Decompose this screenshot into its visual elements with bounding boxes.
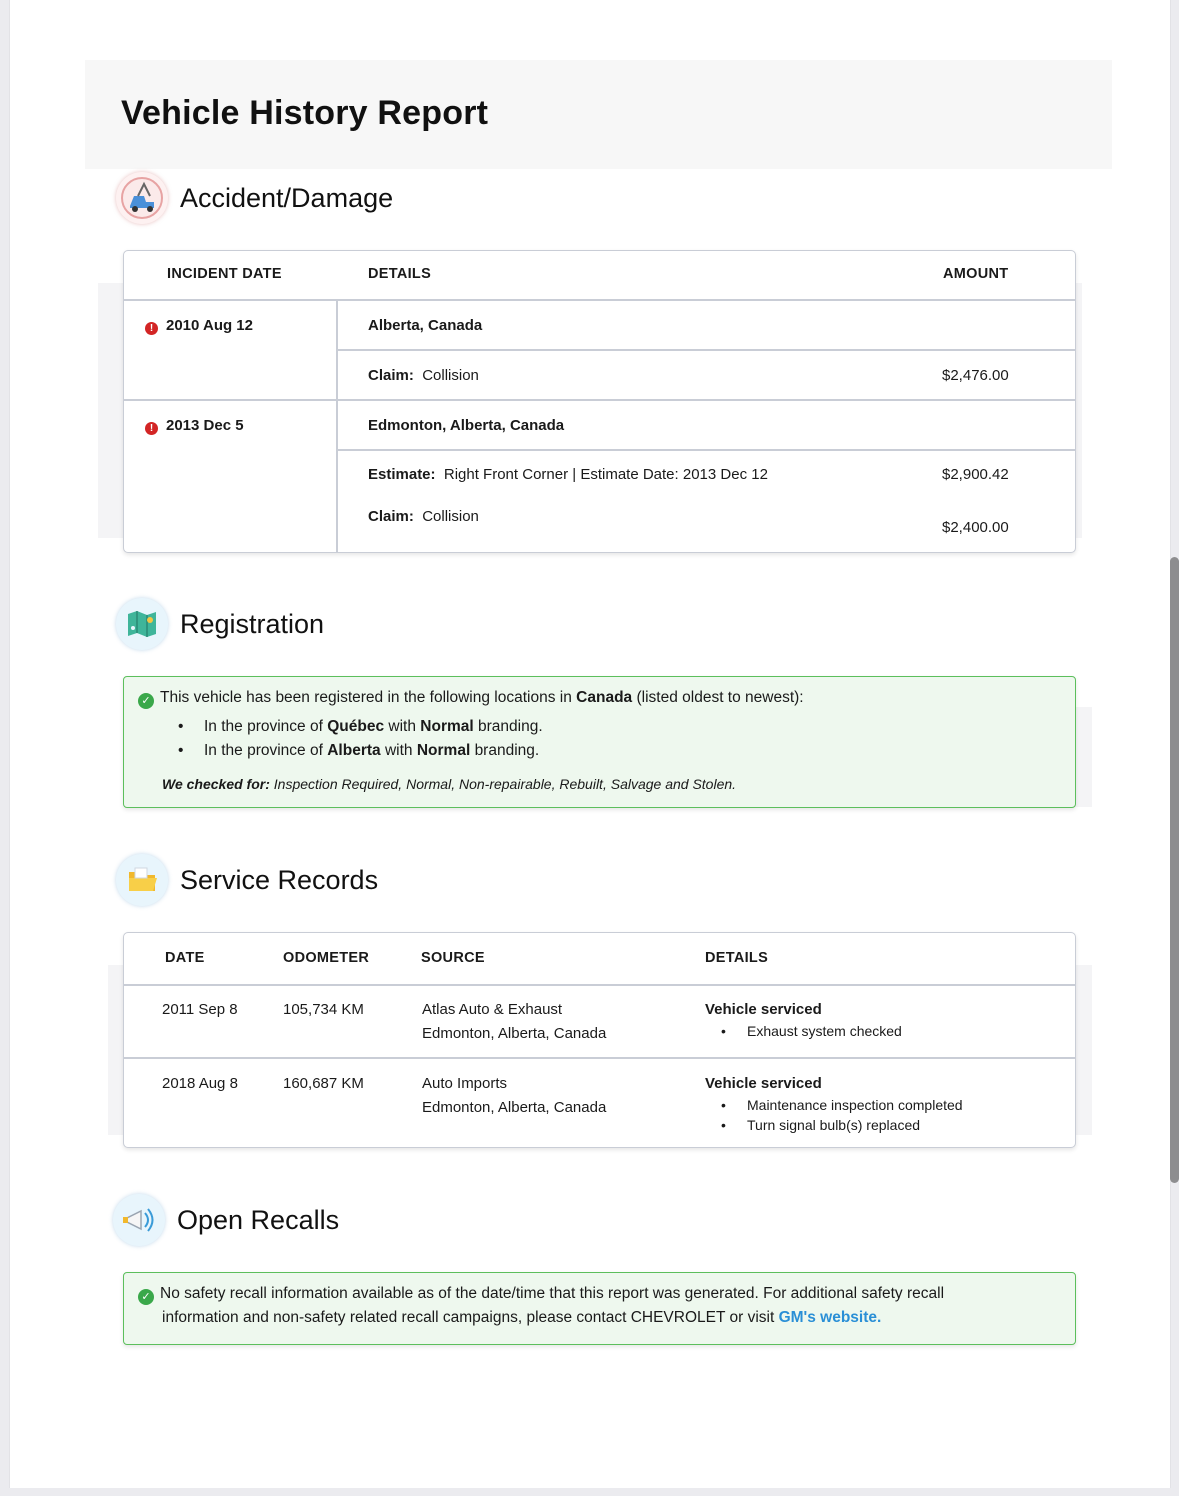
claim-value: Collision [422,367,479,384]
row-divider [338,349,1075,351]
item-mid: with [384,742,413,759]
col-header-incident-date: INCIDENT DATE [167,266,282,282]
recalls-panel [123,1272,1076,1345]
service-detail-text: Maintenance inspection completed [747,1097,963,1113]
alert-icon: ! [145,322,158,335]
incident-date [145,417,244,435]
megaphone-icon [113,1194,165,1246]
accident-table [123,250,1076,553]
service-table [123,932,1076,1148]
recalls-line-2 [162,1309,881,1327]
intro-country: Canada [576,689,633,706]
claim-label: Claim: [368,508,414,525]
estimate-label: Estimate: [368,466,436,483]
incident-date-text: 2013 Dec 5 [166,417,244,434]
incident-location: Alberta, Canada [368,317,483,334]
item-province: Québec [327,718,385,735]
row-divider [124,399,1075,401]
service-odometer: 160,687 KM [283,1075,364,1092]
alert-icon: ! [145,422,158,435]
incident-date-text: 2010 Aug 12 [166,317,253,334]
recalls-text-2: information and non-safety related recall campaigns, please contact CHEVROLET or visit [162,1309,775,1326]
service-source-name: Auto Imports [422,1075,508,1092]
registration-section-title: Registration [180,608,325,639]
service-detail-text: Exhaust system checked [747,1023,902,1039]
item-post: branding. [478,718,543,735]
column-divider [336,301,338,552]
row-divider [338,449,1075,451]
col-header-details: DETAILS [705,950,769,966]
service-odometer: 105,734 KM [283,1001,364,1018]
service-source-location: Edmonton, Alberta, Canada [422,1099,607,1116]
claim-amount: $2,400.00 [942,519,1009,536]
registration-intro [138,689,804,709]
registration-item: • In the province of Québec with Normal branding. [178,718,543,735]
recalls-text-1: No safety recall information available as of the date/time that this report was generated. For additional safety recall [160,1285,945,1302]
report-header [85,60,1112,169]
tow-truck-icon [116,172,168,224]
intro-post: (listed oldest to newest): [636,689,804,706]
service-source-location: Edmonton, Alberta, Canada [422,1025,607,1042]
incident-date [145,317,253,335]
check-icon: ✓ [138,693,154,709]
service-detail-item: • Maintenance inspection completed [721,1097,963,1113]
item-branding: Normal [416,742,471,759]
item-pre: In the province of [204,718,323,735]
incident-location: Edmonton, Alberta, Canada [368,417,565,434]
checked-label: We checked for: [162,776,270,792]
accident-section-header [116,170,393,226]
claim-label: Claim: [368,367,414,384]
header-divider [124,299,1075,301]
intro-text: This vehicle has been registered in the following locations in [160,689,572,706]
service-detail-item: • Turn signal bulb(s) replaced [721,1117,921,1133]
service-section-title: Service Records [180,864,379,895]
checked-list: Inspection Required, Normal, Non-repairable, Rebuilt, Salvage and Stolen. [273,776,737,792]
recalls-section-title: Open Recalls [177,1204,340,1235]
estimate-line [368,466,768,483]
checked-for-line [162,776,736,792]
col-header-details: DETAILS [368,266,432,282]
recalls-section-header [113,1192,339,1248]
vertical-scrollbar[interactable] [1170,557,1179,1183]
service-details-title: Vehicle serviced [705,1075,822,1092]
gm-website-link[interactable]: GM's website. [778,1309,882,1326]
col-header-amount: AMOUNT [943,266,1009,282]
folder-icon [116,854,168,906]
item-province: Alberta [327,742,381,759]
check-icon: ✓ [138,1289,154,1305]
accident-section-title: Accident/Damage [180,182,394,213]
estimate-value: Right Front Corner | Estimate Date: 2013 Dec 12 [443,466,768,483]
service-section-header [116,852,378,908]
claim-line [368,508,479,525]
registration-item: • In the province of Alberta with Normal branding. [178,742,540,759]
col-header-odometer: ODOMETER [283,950,370,966]
col-header-date: DATE [165,950,205,966]
item-mid: with [388,718,416,735]
service-date: 2011 Sep 8 [162,1001,238,1018]
row-divider [124,1057,1075,1059]
claim-value: Collision [422,508,479,525]
item-branding: Normal [420,718,474,735]
registration-panel [123,676,1076,808]
item-pre: In the province of [204,742,323,759]
recalls-line-1 [138,1285,944,1305]
page-title: Vehicle History Report [121,94,489,132]
service-detail-item: • Exhaust system checked [721,1023,902,1039]
item-post: branding. [474,742,540,759]
service-source-name: Atlas Auto & Exhaust [422,1001,563,1018]
estimate-amount: $2,900.42 [942,466,1009,483]
header-divider [124,984,1075,986]
claim-line [368,367,479,384]
col-header-source: SOURCE [421,950,485,966]
service-details-title: Vehicle serviced [705,1001,822,1018]
service-date: 2018 Aug 8 [162,1075,238,1092]
map-icon [116,598,168,650]
claim-amount: $2,476.00 [942,367,1009,384]
report-page [9,0,1171,1488]
service-detail-text: Turn signal bulb(s) replaced [747,1117,921,1133]
registration-section-header [116,596,324,652]
